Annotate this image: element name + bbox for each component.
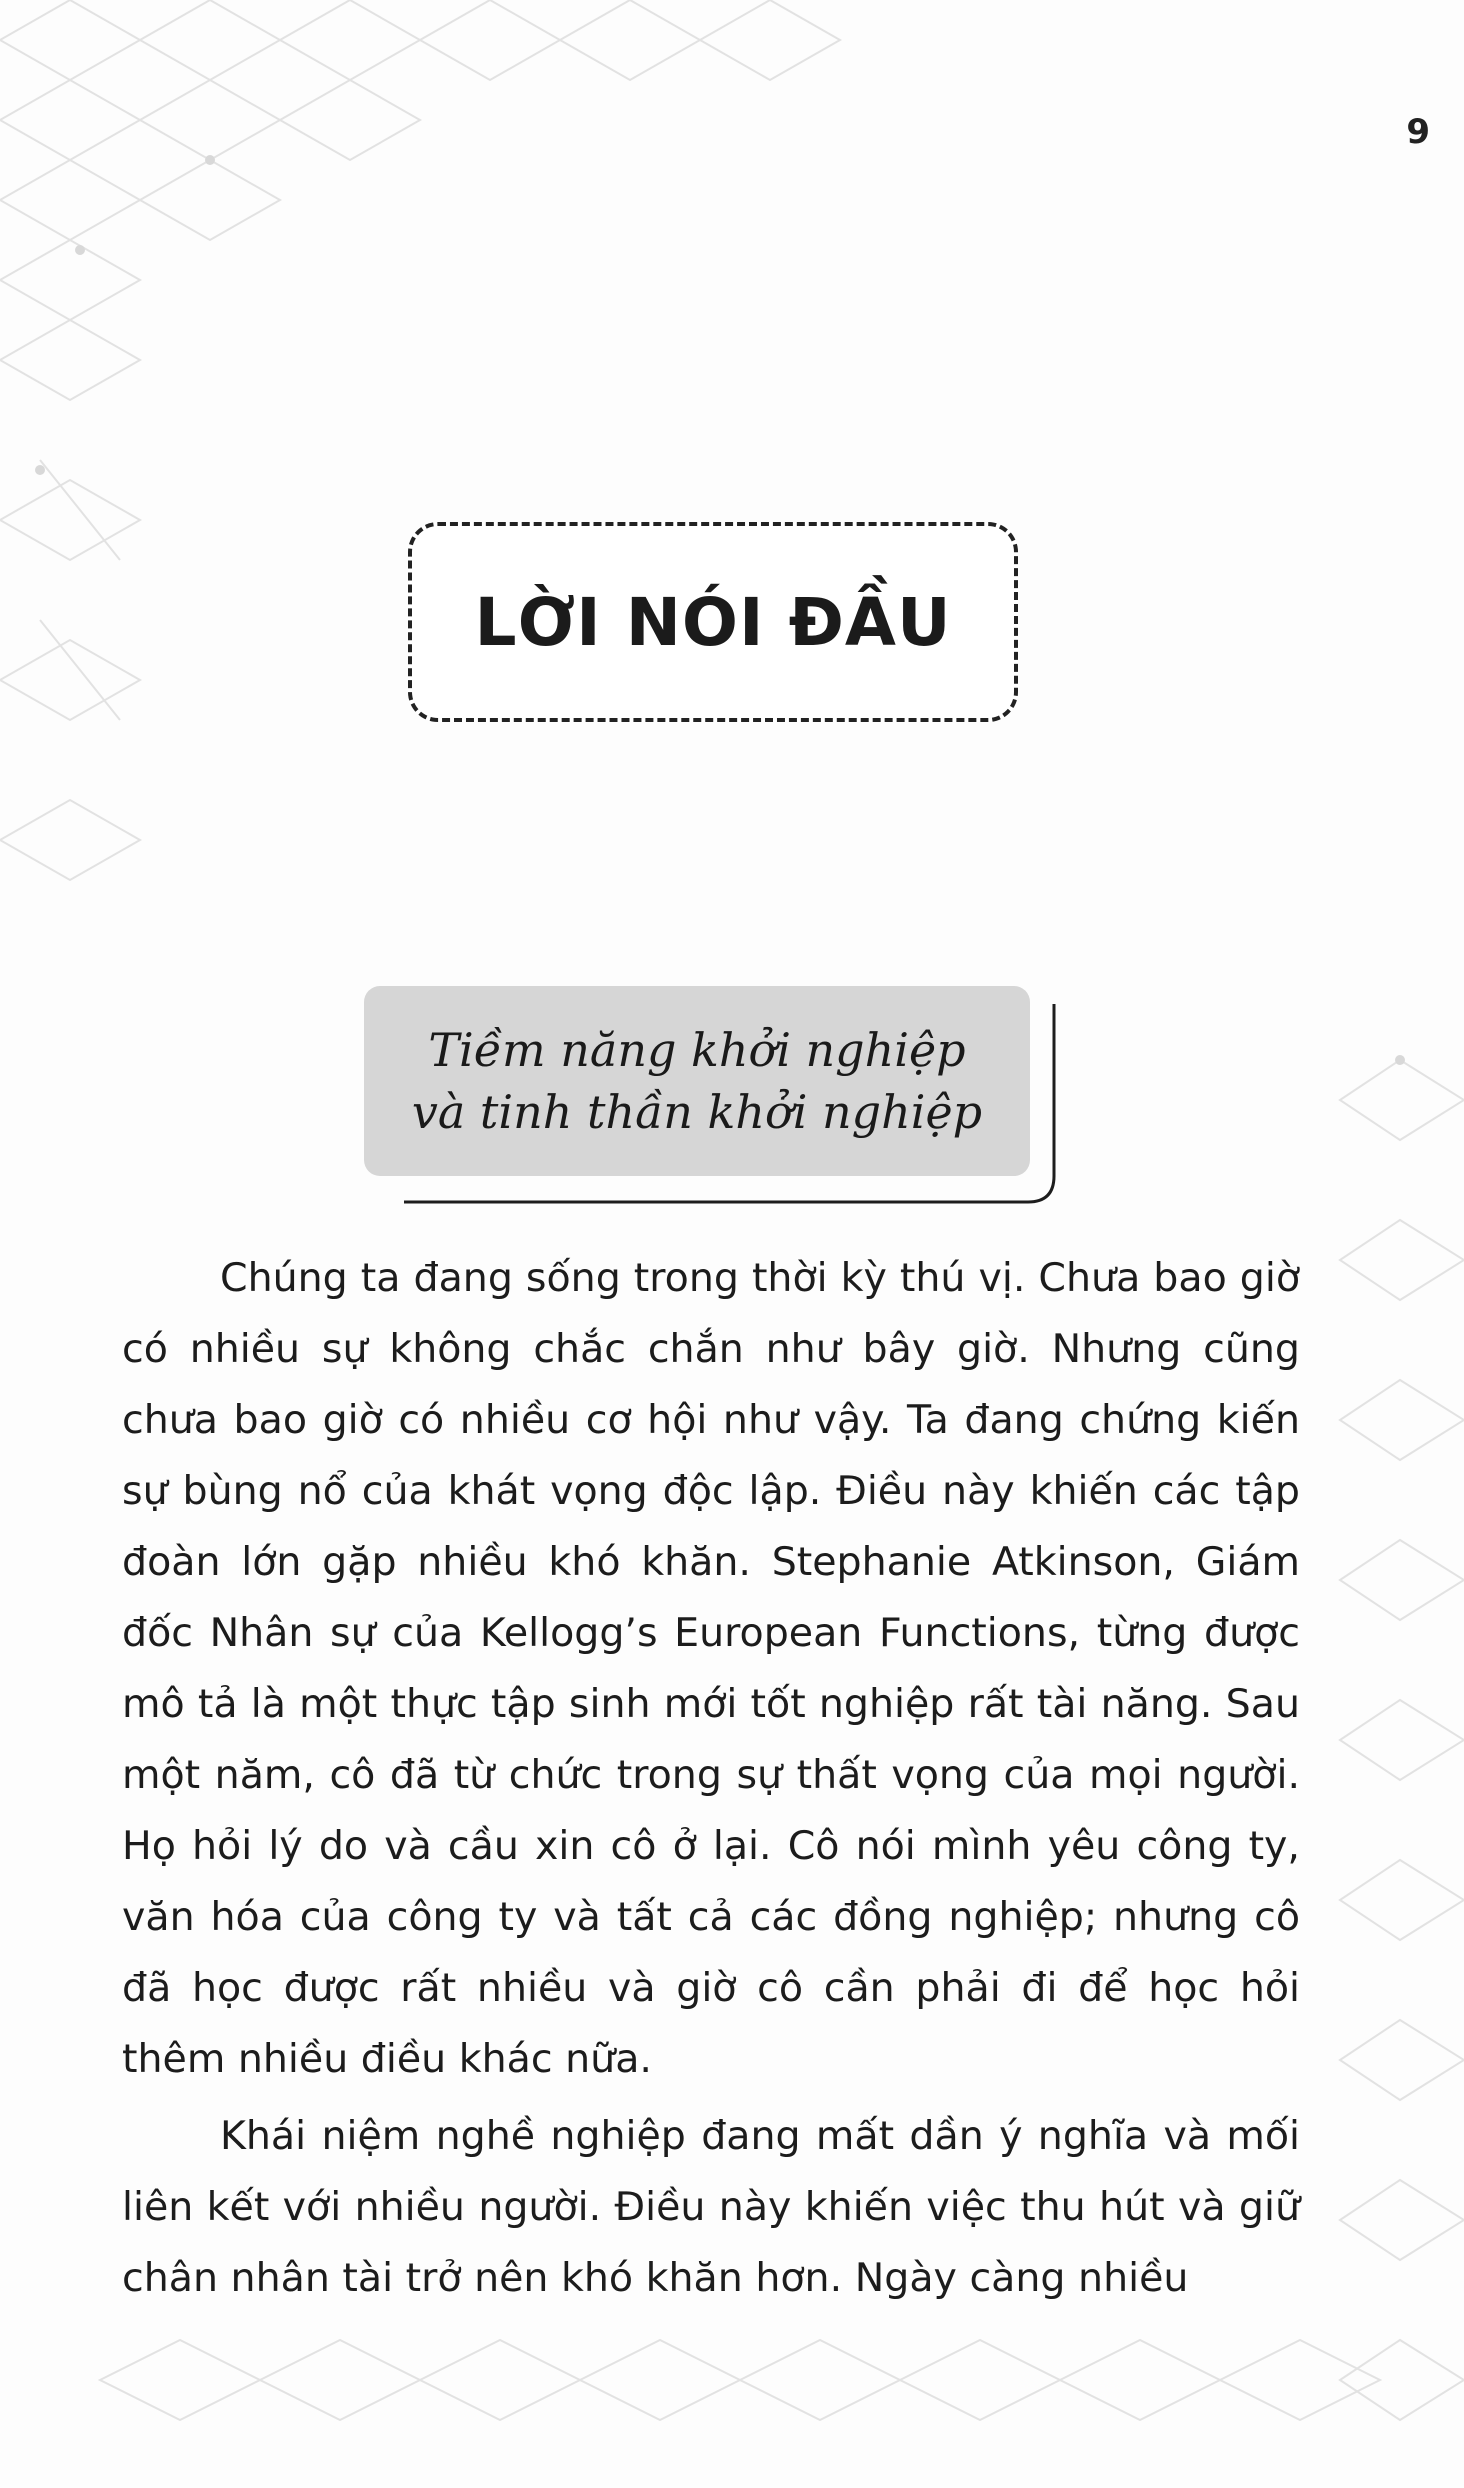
section-subtitle-block: [364, 986, 1080, 1208]
section-subtitle-line-2: và tinh thần khởi nghiệp: [411, 1085, 983, 1139]
body-paragraph-2: Khái niệm nghề nghiệp đang mất dần ý nghĩa và mối liên kết với nhiều người. Điều này khiến việc thu hút và giữ chân nhân tài trở nên khó khăn hơn. Ngày càng nhiều: [122, 2113, 1300, 2301]
section-subtitle-line-1: Tiềm năng khởi nghiệp: [428, 1022, 966, 1077]
page-number: 9: [1406, 112, 1430, 152]
subtitle-corner-line: [364, 986, 1080, 1208]
body-text: [122, 1243, 1300, 2320]
body-paragraph-1: Chúng ta đang sống trong thời kỳ thú vị. Chưa bao giờ có nhiều sự không chắc chắn như bây giờ. Nhưng cũng chưa bao giờ có nhiều cơ hội như vậy. Ta đang chứng kiến sự bùng nổ của khát vọng độc lập. Điều này khiến các tập đoàn lớn gặp nhiều khó khăn. Stephanie Atkinson, Giám đốc Nhân sự của Kellogg’s European Functions, từng được mô tả là một thực tập sinh mới tốt nghiệp rất tài năng. Sau một năm, cô đã từ chức trong sự thất vọng của mọi người. Họ hỏi lý do và cầu xin cô ở lại. Cô nói mình yêu công ty, văn hóa của công ty và tất cả các đồng nghiệp; nhưng cô đã học được rất nhiều và giờ cô cần phải đi để học hỏi thêm nhiều điều khác nữa.: [122, 1255, 1300, 2082]
chapter-title-box: [408, 522, 1018, 722]
chapter-title: LỜI NÓI ĐẦU: [474, 583, 952, 661]
